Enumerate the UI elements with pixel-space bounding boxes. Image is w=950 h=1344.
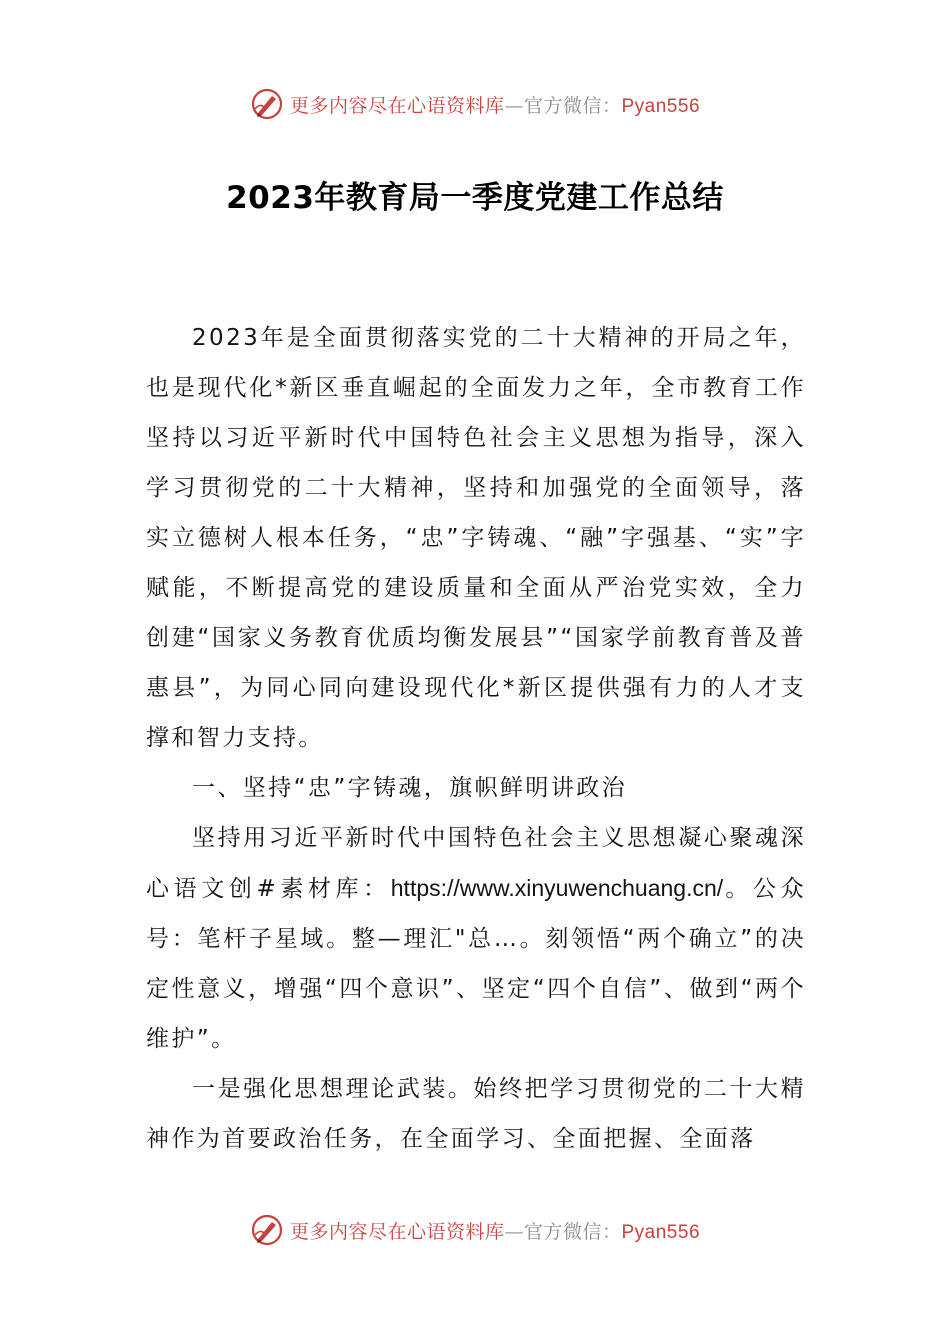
pen-logo-icon	[250, 1213, 284, 1247]
paragraph-section-1-lead: 坚持用习近平新时代中国特色社会主义思想凝心聚魂深心语文创#素材库：	[146, 825, 806, 902]
watermark-dash: —	[504, 94, 524, 117]
section-heading-1: 一、坚持“忠”字铸魂，旗帜鲜明讲政治	[192, 775, 628, 801]
pen-logo-icon	[250, 87, 284, 121]
watermark-wechat-id: Pyan556	[621, 1221, 701, 1243]
watermark-wechat-label: 官方微信：	[523, 1220, 622, 1243]
source-url-link[interactable]: https://www.xinyuwenchuang.cn/	[390, 875, 724, 901]
paragraph-item-1: 一是强化思想理论武装。始终把学习贯彻党的二十大精神作为首要政治任务，在全面学习、全面把握、全面落	[146, 1076, 806, 1152]
watermark-site-name: 更多内容尽在心语资料库	[289, 94, 505, 117]
watermark-site-name: 更多内容尽在心语资料库	[289, 1220, 505, 1243]
paragraph-section-1-rest: 。公众号：笔杆子星域。整—理汇"总…。刻领悟“两个确立”的决定性意义，增强“四个意识”、坚定“四个自信”、做到“两个维护”。	[146, 876, 807, 1052]
watermark-text	[290, 1217, 700, 1244]
paragraph-intro: 2023年是全面贯彻落实党的二十大精神的开局之年，也是现代化*新区垂直崛起的全面发力之年，全市教育工作坚持以习近平新时代中国特色社会主义思想为指导，深入学习贯彻党的二十大精神，坚持和加强党的全面领导，落实立德树人根本任务，“忠”字铸魂、“融”字强基、“实”字赋能，不断提高党的建设质量和全面从严治党实效，全力创建“国家义务教育优质均衡发展县”“国家学前教育普及普惠县”，为同心同向建设现代化*新区提供强有力的人才支撑和智力支持。	[146, 325, 806, 751]
watermark-group	[250, 87, 700, 121]
watermark-text	[290, 91, 700, 118]
header-watermark-banner	[0, 84, 950, 124]
document-title: 2023年教育局一季度党建工作总结	[226, 180, 724, 216]
paragraph-section-1	[146, 813, 806, 1064]
watermark-dash: —	[504, 1220, 524, 1243]
watermark-wechat-label: 官方微信：	[523, 94, 622, 117]
watermark-wechat-id: Pyan556	[621, 95, 701, 117]
footer-watermark-banner	[0, 1210, 950, 1250]
document-body	[146, 313, 806, 1164]
watermark-group	[250, 1213, 700, 1247]
